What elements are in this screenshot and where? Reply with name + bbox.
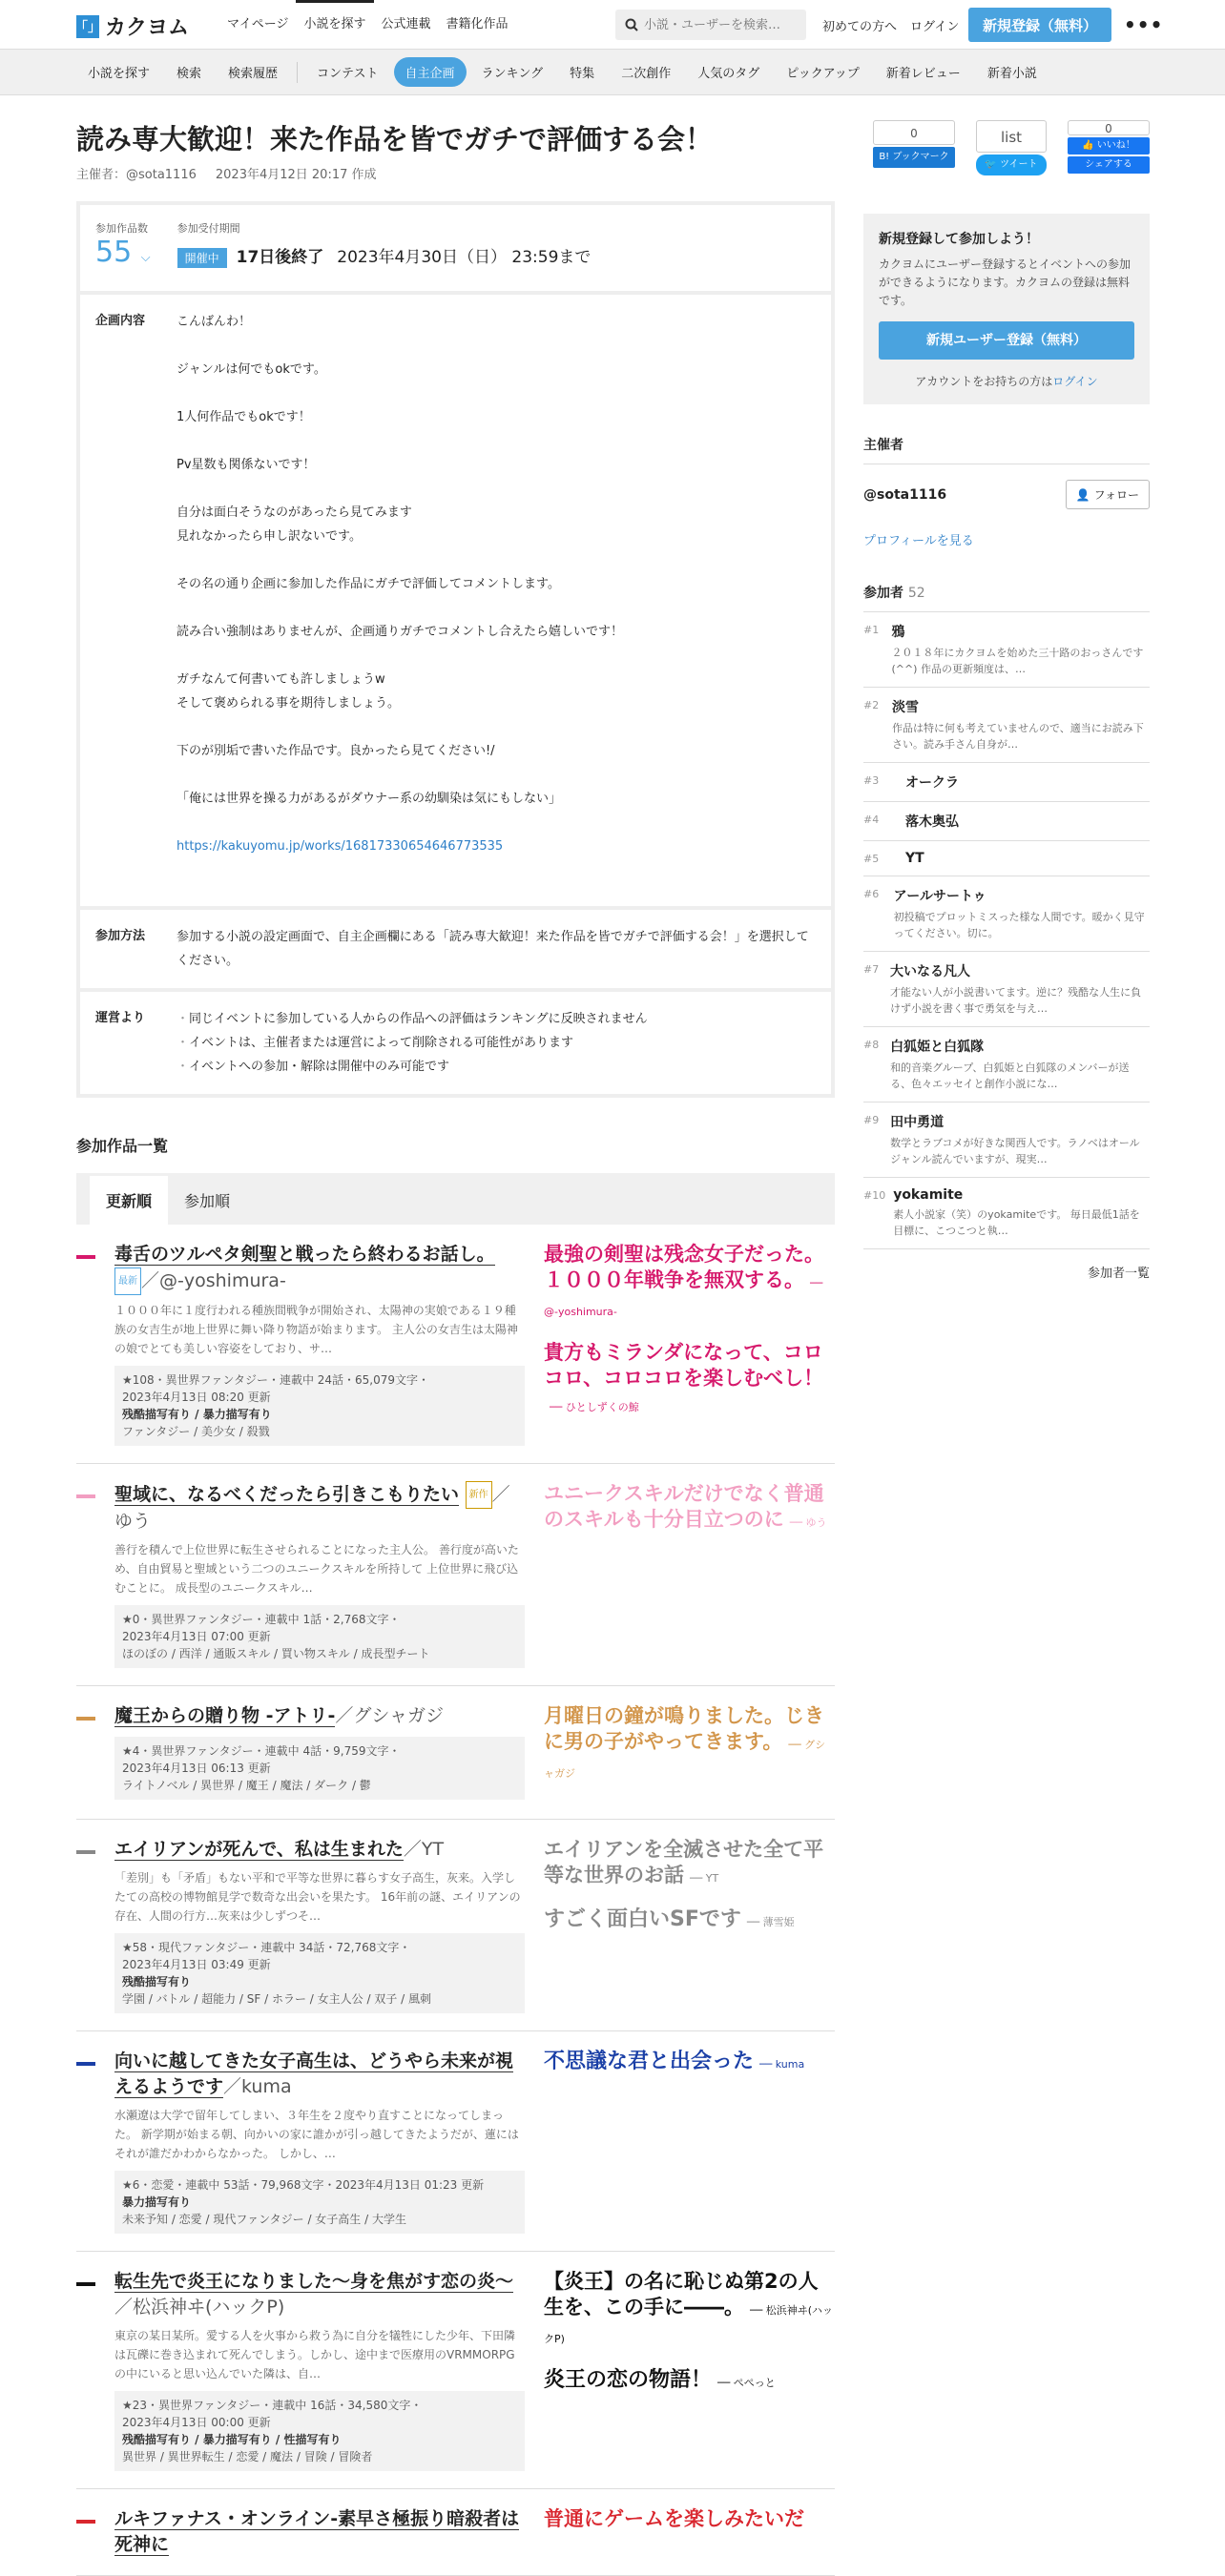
logo-mark: 「」 <box>76 15 99 38</box>
desc-paragraph: 1人何作品でもokです！ <box>176 410 311 424</box>
review-catchcopy[interactable] <box>544 2506 835 2532</box>
fb-share-button[interactable]: シェアする <box>1068 156 1150 174</box>
work-title-line <box>114 1481 525 1535</box>
work-tags[interactable]: ほのぼの / 西洋 / 通販スキル / 買い物スキル / 成長型チート <box>122 1647 430 1660</box>
participant-name[interactable]: 落木奥弘 <box>905 814 959 830</box>
review-catchcopy[interactable] <box>544 2049 835 2077</box>
review-text: 最強の剣聖は残念女子だった。１０００年戦争を無双する。 <box>544 1243 824 1291</box>
subnav-divider <box>297 62 298 83</box>
work-item <box>76 1225 835 1464</box>
work-author[interactable]: ／@-yoshimura- <box>141 1270 286 1291</box>
work-stats <box>114 2171 525 2234</box>
work-tags[interactable]: ファンタジー / 美少女 / 殺戮 <box>122 1425 270 1438</box>
search-box <box>615 10 806 40</box>
update-date: 2023年4月13日 07:00 更新 <box>122 1630 271 1643</box>
review-text: すごく面白いSFです <box>544 1907 741 1931</box>
work-title[interactable]: ルキファナス・オンライン-素早さ極振り暗殺者は死神に <box>114 2508 520 2555</box>
update-date: 2023年4月13日 03:49 更新 <box>122 1958 271 1971</box>
color-bar <box>76 2282 95 2286</box>
work-item <box>76 1686 835 1820</box>
work-author[interactable]: ／グシャガジ <box>335 1705 445 1726</box>
join-register-button[interactable]: 新規ユーザー登録（無料） <box>879 321 1134 360</box>
work-title[interactable]: 転生先で炎王になりました～身を焦がす恋の炎～ <box>114 2271 514 2292</box>
participants-title: 参加者 <box>863 586 903 601</box>
work-main <box>76 2506 525 2558</box>
all-participants-link[interactable]: 参加者一覧 <box>1087 1267 1150 1281</box>
how-row <box>80 910 831 992</box>
participant-name[interactable]: 淡雪 <box>892 700 920 715</box>
hatena-bookmark-button[interactable]: B! ブックマーク <box>873 147 955 168</box>
count-block[interactable] <box>95 220 151 276</box>
work-title-line <box>114 1242 525 1295</box>
list-button[interactable]: list <box>976 120 1047 153</box>
join-login-link[interactable]: ログイン <box>1052 375 1098 388</box>
work-stats <box>114 2391 525 2471</box>
count-label: 参加作品数 <box>95 222 148 235</box>
work-tags[interactable]: 異世界 / 異世界転生 / 恋愛 / 魔法 / 冒険 / 冒険者 <box>122 2450 373 2463</box>
how-text: 参加する小説の設定画面で、自主企画欄にある「読み専大歓迎！来た作品を皆でガチで評価する会！」を選択してください。 <box>176 930 809 968</box>
participants-count: 52 <box>907 586 925 601</box>
subnav-item[interactable]: ランキング <box>481 67 544 81</box>
work-item <box>76 2252 835 2489</box>
work-author[interactable]: ／YT <box>403 1839 445 1860</box>
status-badge: 開催中 <box>177 248 227 268</box>
work-title[interactable]: 魔王からの贈り物 -アトリ- <box>114 1705 336 1726</box>
content-warning: 残酷描写有り / 暴力描写有り <box>122 1408 272 1421</box>
participant-item[interactable] <box>863 802 1150 841</box>
work-title-line <box>114 2049 525 2100</box>
main-column <box>76 120 835 2576</box>
participant-name[interactable]: 大いなる凡人 <box>889 964 970 979</box>
nav-mypage[interactable]: マイページ <box>227 17 289 31</box>
ops-note: ・ 同じイベントに参加している人からの作品への評価はランキングに反映されません <box>176 1007 648 1031</box>
twitter-icon: 🐦 <box>985 159 997 170</box>
works-list <box>76 1225 835 2576</box>
site-logo[interactable] <box>76 11 189 41</box>
desc-paragraph: Pv星数も関係ないです！ <box>176 458 316 472</box>
subnav-item[interactable]: 人気のタグ <box>697 67 760 81</box>
review-catchcopy[interactable] <box>544 1906 835 1935</box>
participant-desc: 才能ない人が小説書いてます。逆に？残酷な人生に負けず小説を書く事で勇気を与え… <box>889 986 1142 1015</box>
participant-rank: #9 <box>863 1114 880 1126</box>
work-title[interactable]: 毒舌のツルペタ剣聖と戦ったら終わるお話し。 <box>114 1244 495 1265</box>
color-bar <box>76 2520 95 2524</box>
desc-paragraph: こんばんわ！ <box>176 315 252 329</box>
sub-nav <box>0 50 1225 95</box>
work-reviews <box>544 1242 835 1446</box>
participant-item[interactable] <box>863 1103 1150 1178</box>
participant-name[interactable]: アールサートゥ <box>893 889 986 904</box>
work-author[interactable]: ／kuma <box>223 2076 292 2097</box>
page-title: 読み専大歓迎！来た作品を皆でガチで評価する会！ <box>76 123 714 155</box>
profile-link[interactable]: プロフィールを見る <box>863 534 974 548</box>
review-author: ── kuma <box>759 2058 805 2071</box>
color-bar <box>76 1850 95 1854</box>
participant-desc: ２０１８年にカクヨムを始めた三十路のおっさんです(^^) 作品の更新頻度は、… <box>891 647 1144 675</box>
works-tabs <box>76 1173 835 1225</box>
participant-item[interactable] <box>863 876 1150 952</box>
nav-search-novels[interactable]: 小説を探す <box>296 0 373 50</box>
color-bar <box>76 2062 95 2066</box>
work-title-line <box>114 1837 525 1863</box>
participant-rank: #10 <box>863 1189 886 1202</box>
join-title: 新規登録して参加しよう！ <box>879 232 1039 247</box>
participant-desc: 和的音楽グループ、白狐姫と白狐隊のメンバーが送る、色々エッセイと創作小説にな… <box>890 1061 1130 1090</box>
subnav-item[interactable]: 二次創作 <box>621 67 672 81</box>
participant-item[interactable] <box>863 841 1150 876</box>
participant-desc: 数学とラブコメが好きな関西人です。ラノベはオールジャンル読んでいますが、現実… <box>890 1137 1140 1165</box>
count-value: 55 <box>95 236 133 269</box>
review-catchcopy[interactable] <box>544 1703 835 1786</box>
review-catchcopy[interactable] <box>544 2269 835 2352</box>
participant-item[interactable] <box>863 1027 1150 1103</box>
login-link[interactable]: ログイン <box>910 19 960 34</box>
desc-paragraph: ガチなんて何書いても許しましょうw そして褒められる事を期待しましょう。 <box>176 672 401 711</box>
review-text: ユニークスキルだけでなく普通のスキルも十分目立つのに <box>544 1482 824 1531</box>
tab-updated[interactable]: 更新順 <box>90 1176 168 1225</box>
subnav-item[interactable]: ピックアップ <box>786 67 860 81</box>
review-author: ── YT <box>690 1872 719 1885</box>
stats-line: ★23・異世界ファンタジー・連載中 16話・34,580文字・ <box>122 2399 423 2412</box>
participant-item[interactable] <box>863 688 1150 763</box>
work-main <box>76 1481 525 1668</box>
work-title-line <box>114 2269 525 2320</box>
tweet-label: ツイート <box>1000 159 1038 170</box>
work-intro: 水瀬遼は大学で留年してしまい、３年生を２度やり直すことになってしまった。 新学期が始まる朝、向かいの家に誰かが引っ越してきたようだが、蓮にはそれが誰だかわからなかった。 しかし、… <box>114 2109 519 2160</box>
participant-rank: #5 <box>863 853 880 865</box>
work-reviews <box>544 1703 835 1802</box>
participant-rank: #8 <box>863 1039 880 1051</box>
site-header <box>0 0 1225 50</box>
review-author: ── グシャガジ <box>544 1739 826 1780</box>
facebook-share[interactable] <box>1068 120 1150 175</box>
person-add-icon: 👤 <box>1075 488 1090 502</box>
participant-desc: 素人小説家（笑）のyokamiteです。 毎日最低1話を目標に、こつこつと執… <box>893 1208 1140 1237</box>
hatena-count: 0 <box>873 120 955 145</box>
desc-paragraph: その名の通り企画に参加した作品にガチで評価してコメントします。 <box>176 577 560 591</box>
work-main <box>76 2049 525 2234</box>
created-date: 2023年4月12日 20:17 作成 <box>215 168 377 182</box>
host-row <box>863 480 1150 509</box>
participant-name[interactable]: YT <box>905 851 924 866</box>
nav-books[interactable]: 書籍化作品 <box>446 17 509 31</box>
desc-body <box>176 310 623 858</box>
stats-line: ★58・現代ファンタジー・連載中 34話・72,768文字・ <box>122 1941 411 1954</box>
desc-paragraph: 自分は面白そうなのがあったら見てみます 見れなかったら申し訳ないです。 <box>176 505 412 544</box>
review-author: ── 松浜神ヰ(ハックP) <box>544 2304 834 2345</box>
event-box <box>76 201 835 1098</box>
host-line[interactable]: 主催者：@sota1116 <box>76 168 197 182</box>
work-tags[interactable]: 学園 / バトル / 超能力 / SF / ホラー / 女主人公 / 双子 / 風刺 <box>122 1992 431 2006</box>
fb-like-label: いいね！ <box>1096 140 1135 151</box>
work-reviews <box>544 1481 835 1668</box>
work-intro: １０００年に１度行われる種族間戦争が開始され、太陽神の実娘である１９種族の女吉生が地上世界に舞い降り物語が始まります。 主人公の女吉生は太陽神の娘でとても美しい容姿をしており、サ… <box>114 1304 518 1355</box>
review-catchcopy[interactable] <box>544 1481 835 1535</box>
top-nav <box>219 0 516 50</box>
follow-button[interactable] <box>1066 480 1150 509</box>
chevron-down-icon: ⌵ <box>140 251 151 265</box>
first-time-link[interactable]: 初めての方へ <box>822 19 898 34</box>
work-reviews <box>544 2269 835 2471</box>
work-main <box>76 1837 525 2013</box>
work-item <box>76 2489 835 2576</box>
review-text: 【炎王】の名に恥じぬ第2の人生を、この手に――。 <box>544 2270 819 2318</box>
new-badge: 最新 <box>114 1267 141 1295</box>
participant-name[interactable]: 白狐姫と白狐隊 <box>890 1040 985 1055</box>
desc-paragraph: 読み合い強制はありませんが、企画通りガチでコメントし合えたら嬉しいです！ <box>176 625 624 639</box>
work-title-line <box>114 2506 525 2558</box>
join-text: カクヨムにユーザー登録するとイベントへの参加ができるようになります。カクヨムの登録は無料です。 <box>879 258 1132 307</box>
subnav-item[interactable]: コンテスト <box>317 67 379 81</box>
participant-rank: #6 <box>863 888 880 900</box>
host-heading: 主催者 <box>863 435 1150 464</box>
work-title[interactable]: エイリアンが死んで、私は生まれた <box>114 1839 404 1860</box>
review-text: 月曜日の鐘が鳴りました。じきに男の子がやってきます。 <box>544 1704 824 1753</box>
review-text: エイリアンを全滅させた全て平等な世界のお話 <box>544 1838 824 1886</box>
participant-item[interactable] <box>863 1178 1150 1249</box>
participant-name[interactable]: 鴉 <box>891 625 905 640</box>
work-main <box>76 1242 525 1446</box>
tab-joined[interactable]: 参加順 <box>184 1192 231 1210</box>
work-stats <box>114 1737 525 1800</box>
like-icon: 👍 <box>1082 140 1094 151</box>
work-stats <box>114 1366 525 1446</box>
update-date: 2023年4月13日 08:20 更新 <box>122 1391 271 1404</box>
participant-name[interactable]: yokamite <box>893 1187 964 1203</box>
content-warning: 残酷描写有り <box>122 1975 192 1989</box>
review-catchcopy[interactable] <box>544 1837 835 1891</box>
work-reviews <box>544 2049 835 2234</box>
event-meta <box>76 164 835 182</box>
fb-count: 0 <box>1068 120 1150 135</box>
subnav-item[interactable]: 検索 <box>176 67 202 81</box>
work-title[interactable]: 聖域に、なるべくだったら引きこもりたい <box>114 1484 460 1505</box>
work-reviews <box>544 1837 835 2013</box>
stats-line: ★4・異世界ファンタジー・連載中 4話・9,759文字・ <box>122 1744 401 1758</box>
review-text: 普通にゲームを楽しみたいだ <box>544 2507 804 2530</box>
content-warning: 暴力描写有り <box>122 2195 192 2209</box>
participant-rank: #3 <box>863 774 880 787</box>
ops-note: ・ イベントへの参加・解除は開催中のみ可能です <box>176 1055 648 1079</box>
nav-official[interactable]: 公式連載 <box>381 17 431 31</box>
register-button[interactable]: 新規登録（無料） <box>968 8 1111 42</box>
work-stats <box>114 1605 525 1668</box>
subnav-item[interactable]: 小説を探す <box>88 67 151 81</box>
new-badge: 新作 <box>466 1481 492 1509</box>
review-text: 不思議な君と出会った <box>544 2050 755 2073</box>
stats-line: ★108・異世界ファンタジー・連載中 24話・65,079文字・ <box>122 1373 430 1387</box>
event-info <box>80 205 831 295</box>
participant-rank: #1 <box>863 624 880 636</box>
share-buttons <box>863 120 1150 175</box>
search-input[interactable] <box>644 18 797 32</box>
participant-rank: #4 <box>863 814 880 826</box>
work-intro: 「差別」も「矛盾」もない平和で平等な世界に暮らす女子高生，灰来。入学したての高校の博物館見学で数奇な出会いを果たす。 16年前の謎、エイリアンの存在、人間の行方…灰来は少しずつそ… <box>114 1871 521 1923</box>
subnav-item[interactable]: 新着レビュー <box>885 67 961 81</box>
desc-link[interactable]: https://kakuyomu.jp/works/16817330654646773535 <box>176 839 504 854</box>
sidebar <box>863 120 1150 1281</box>
stats-line: ★0・異世界ファンタジー・連載中 1話・2,768文字・ <box>122 1613 401 1626</box>
work-intro: 東京の某日某所。愛する人を火事から救う為に自分を犠牲にした少年、下田隣は瓦礫に巻き込まれて死んでしまう。しかし、途中まで医療用のVRMMORPGの中にいると思い込んでいた隣は、自… <box>114 2329 516 2380</box>
work-author[interactable]: ／松浜神ヰ(ハックP) <box>114 2297 285 2318</box>
work-author[interactable]: ／ゆう <box>114 1484 510 1532</box>
work-main <box>76 2269 525 2471</box>
logo-text: カクヨム <box>105 16 190 40</box>
have-account <box>879 373 1134 389</box>
subnav-item[interactable]: 検索履歴 <box>228 67 279 81</box>
review-author: ── @-yoshimura- <box>544 1277 823 1318</box>
host-name[interactable]: @sota1116 <box>863 486 947 503</box>
subnav-item[interactable]: 新着小説 <box>986 67 1037 81</box>
remaining-days: 17日後終了 <box>236 248 324 267</box>
review-author: ── ゆう <box>789 1516 827 1529</box>
fb-like-button[interactable] <box>1068 137 1150 155</box>
works-heading: 参加作品一覧 <box>76 1137 169 1155</box>
work-tags[interactable]: ライトノベル / 異世界 / 魔王 / 魔法 / ダーク / 鬱 <box>122 1779 371 1792</box>
list-share[interactable] <box>970 120 1052 175</box>
review-catchcopy[interactable] <box>544 1242 835 1325</box>
participant-item[interactable] <box>863 952 1150 1027</box>
deadline: 2023年4月30日（日） 23:59まで <box>337 248 592 267</box>
participant-rank: #7 <box>863 963 880 976</box>
review-text: 炎王の恋の物語！ <box>544 2368 713 2392</box>
participant-name[interactable]: 田中勇道 <box>890 1115 945 1130</box>
tweet-button[interactable] <box>976 155 1047 175</box>
more-menu-icon[interactable]: ••• <box>1124 13 1164 36</box>
hatena-share[interactable] <box>873 120 955 175</box>
subnav-item-active[interactable]: 自主企画 <box>394 57 467 87</box>
desc-paragraph: 「俺には世界を操る力があるがダウナー系の幼馴染は気にもしない」 <box>176 792 562 806</box>
participant-item[interactable] <box>863 612 1150 688</box>
how-label: 参加方法 <box>95 929 146 943</box>
subnav-item[interactable]: 特集 <box>570 67 595 81</box>
ops-row <box>80 992 831 1094</box>
participant-item[interactable] <box>863 763 1150 802</box>
period-label: 参加受付期間 <box>176 222 240 235</box>
work-item <box>76 1820 835 2031</box>
work-title-line <box>114 1703 525 1729</box>
participants-list <box>863 612 1150 1249</box>
work-item <box>76 1464 835 1686</box>
review-catchcopy[interactable] <box>544 2367 835 2396</box>
review-author: ── 薄雪姫 <box>746 1916 795 1928</box>
have-account-text: アカウントをお持ちの方は <box>915 375 1053 388</box>
period-block <box>177 220 592 276</box>
work-intro: 善行を積んで上位世界に転生させられることになった主人公。 善行度が高いため、自由貿易と聖域という二つのユニークスキルを所持して 上位世界に飛び込むことに。 成長型のユニークスキル… <box>114 1543 519 1595</box>
update-date: 2023年4月13日 00:00 更新 <box>122 2416 271 2429</box>
participants-heading <box>863 583 1150 612</box>
color-bar <box>76 1494 95 1498</box>
work-item <box>76 2031 835 2252</box>
header-links <box>822 0 959 50</box>
review-text: 貴方もミランダになって、コロコロ、コロコロを楽しむべし！ <box>544 1341 824 1390</box>
ops-label: 運営より <box>95 1011 146 1025</box>
work-title[interactable]: 向いに越してきた女子高生は、どうやら未来が視えるようです <box>114 2050 514 2097</box>
participant-desc: 作品は特に何も考えていませんので、適当にお読み下さい。読み手さん自身が… <box>892 722 1144 751</box>
participant-desc: 初投稿でプロットミスった様な人間です。暖かく見守ってください。切に。 <box>893 911 1145 939</box>
desc-label: 企画内容 <box>95 314 146 328</box>
participant-rank: #2 <box>863 699 880 711</box>
join-box <box>863 214 1150 404</box>
desc-paragraph: ジャンルは何でもokです。 <box>176 362 326 377</box>
stats-line: ★6・恋愛・連載中 53話・79,968文字・2023年4月13日 01:23 更新 <box>122 2178 485 2192</box>
review-author: ── ぺぺっと <box>717 2377 776 2389</box>
color-bar <box>76 1717 95 1721</box>
ops-notes <box>176 1007 648 1079</box>
work-stats <box>114 1933 525 2013</box>
participant-name[interactable]: オークラ <box>905 775 959 791</box>
work-tags[interactable]: 未来予知 / 恋愛 / 現代ファンタジー / 女子高生 / 大学生 <box>122 2213 406 2226</box>
work-reviews <box>544 2506 835 2558</box>
search-icon <box>625 18 638 31</box>
content-warning: 残酷描写有り / 暴力描写有り / 性描写有り <box>122 2433 342 2446</box>
follow-label: フォロー <box>1093 488 1139 502</box>
review-catchcopy[interactable] <box>544 1340 835 1420</box>
color-bar <box>76 1255 95 1259</box>
work-main <box>76 1703 525 1802</box>
desc-row <box>80 295 831 910</box>
desc-paragraph: 下のが別垢で書いた作品です。良かったら見てください!/ <box>176 744 495 758</box>
update-date: 2023年4月13日 06:13 更新 <box>122 1762 271 1775</box>
ops-note: ・ イベントは、主催者または運営によって削除される可能性があります <box>176 1031 648 1055</box>
review-author: ── ひとしずくの鯨 <box>550 1401 639 1413</box>
